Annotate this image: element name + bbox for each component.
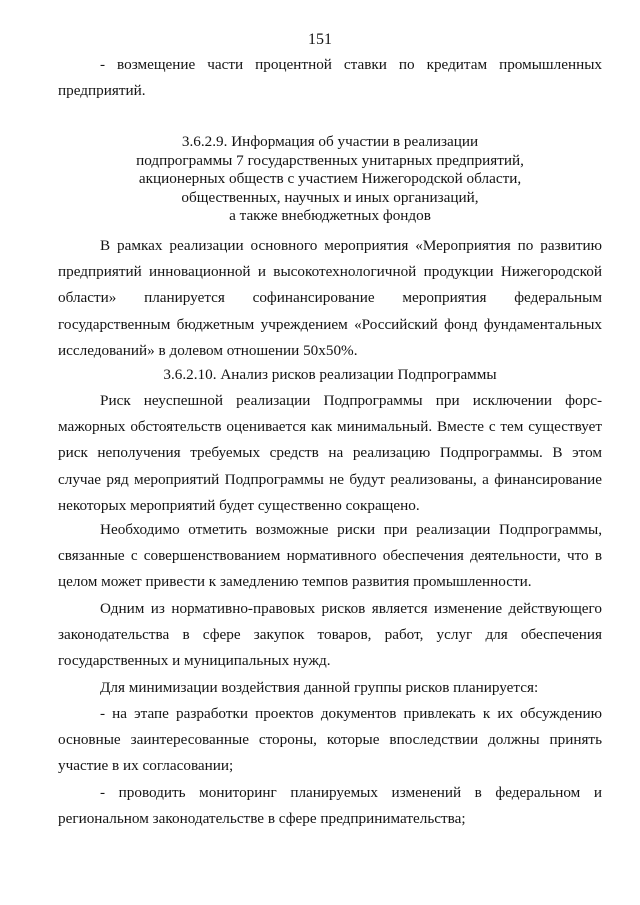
paragraph-2-block	[58, 388, 602, 519]
paragraph-5-block	[58, 675, 602, 701]
intro-block	[58, 52, 602, 104]
paragraph-2: Риск неуспешной реализации Подпрограммы при исключении форс-мажорных обстоятельств оценивается как минимальный. Вместе с тем существует риск неполучения требуемых средств на реализацию Подпрограммы. В этом случае ряд мероприятий Подпрограммы не будут реализованы, а финансирование некоторых мероприятий будет существенно сокращено.	[58, 392, 602, 514]
heading-line: акционерных обществ с участием Нижегородской области,	[138, 170, 522, 188]
paragraph-4: Одним из нормативно-правовых рисков является изменение действующего законодательства в сфере закупок товаров, работ, услуг для обеспечения государственных и муниципальных нужд.	[58, 600, 602, 670]
heading-line: подпрограммы 7 государственных унитарных предприятий,	[136, 151, 524, 169]
section-heading	[100, 133, 560, 226]
paragraph-6: - на этапе разработки проектов документов привлекать к их обсуждению основные заинтересованные стороны, которые впоследствии должны принять участие в их согласовании;	[58, 705, 602, 775]
heading-line: а также внебюджетных фондов	[229, 207, 431, 225]
heading-line: общественных, научных и иных организаций,	[181, 188, 479, 206]
paragraph-3: Необходимо отметить возможные риски при реализации Подпрограммы, связанные с совершенствованием нормативного обеспечения деятельности, что в целом может привести к замедлению темпов развития промышленности.	[58, 521, 602, 591]
paragraph-5: Для минимизации воздействия данной группы рисков планируется:	[100, 679, 539, 696]
paragraph-1: В рамках реализации основного мероприятия «Мероприятия по развитию предприятий инновационной и высокотехнологичной продукции Нижегородской области» планируется софинансирование мероприятия федеральным государственным бюджетным учреждением «Российский фонд фундаментальных исследований» в долевом отношении 50х50%.	[58, 237, 602, 359]
heading-line: 3.6.2.9. Информация об участии в реализации	[181, 133, 479, 150]
paragraph-6-block	[58, 701, 602, 780]
section-subheading: 3.6.2.10. Анализ рисков реализации Подпрограммы	[163, 366, 497, 383]
page-number: 151	[308, 31, 332, 48]
paragraph-7: - проводить мониторинг планируемых изменений в федеральном и региональном законодательстве в сфере предпринимательства;	[58, 784, 602, 828]
intro-paragraph: - возмещение части процентной ставки по кредитам промышленных предприятий.	[58, 56, 602, 100]
paragraph-7-block	[58, 780, 602, 832]
paragraph-4-block	[58, 596, 602, 675]
paragraph-1-block	[58, 233, 602, 364]
paragraph-3-block	[58, 517, 602, 596]
